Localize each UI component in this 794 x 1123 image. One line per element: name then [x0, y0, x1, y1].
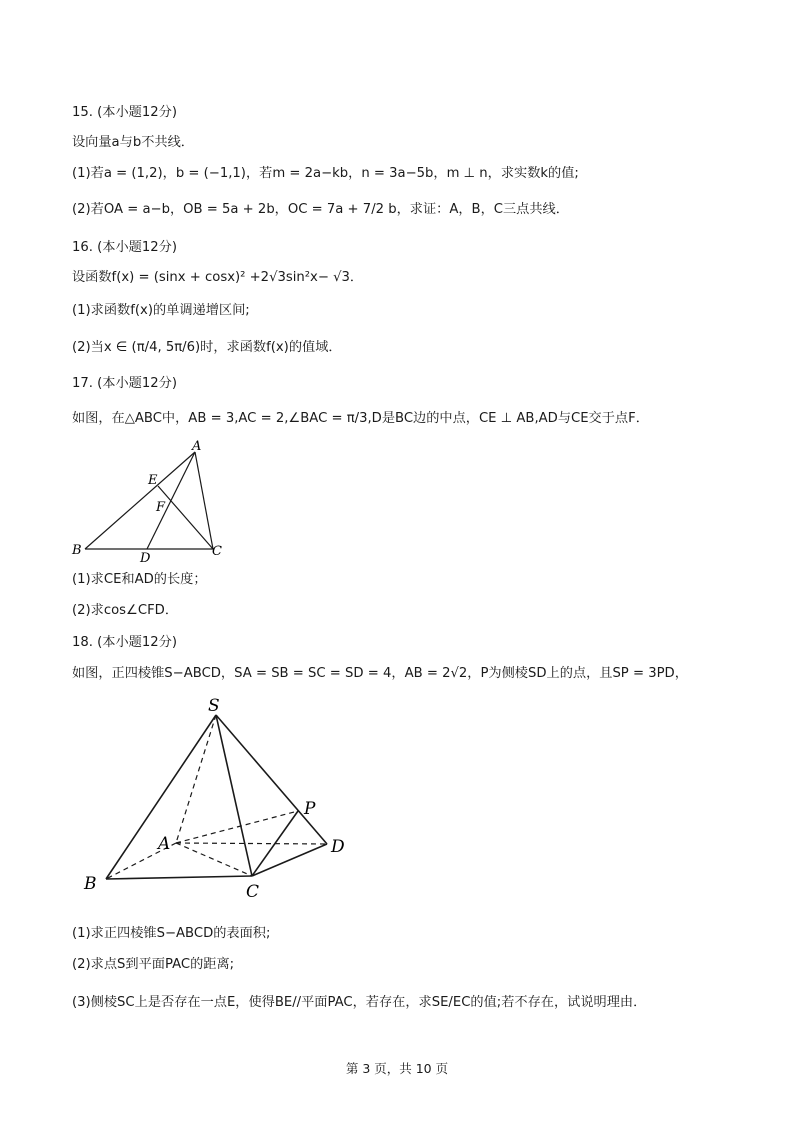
q16-part1: (1)求函数f(x)的单调递增区间; [72, 303, 250, 318]
q15-stem: 设向量a与b不共线． [72, 135, 194, 150]
q15-part1: (1)若a = (1,2)，b = (−1,1)，若m = 2a−kb，n = 3a−5b，m ⊥ n，求实数k的值; [72, 166, 579, 181]
label-b: B [72, 543, 82, 558]
q18-stem: 如图，正四棱锥S−ABCD，SA = SB = SC = SD = 4，AB = 2√2，P为侧棱SD上的点，且SP = 3PD， [72, 666, 688, 681]
segment-ce [158, 486, 213, 549]
q15-part2: (2)若OA = a−b，OB = 5a + 2b，OC = 7a + 7/2 b，求证：A，B，C三点共线． [72, 202, 569, 217]
edge-bc [106, 876, 252, 879]
label-a: A [192, 439, 202, 454]
label-b: B [84, 874, 97, 894]
label-p: P [304, 799, 316, 819]
edge-ab [85, 452, 195, 549]
label-a: A [158, 834, 171, 854]
q17-stem: 如图，在△ABC中，AB = 3,AC = 2,∠BAC = π/3,D是BC边的中点，CE ⊥ AB,AD与CE交于点F． [72, 411, 649, 426]
q15-header: 15. (本小题12分) [72, 105, 177, 120]
q18-part2: (2)求点S到平面PAC的距离; [72, 957, 235, 972]
label-c: C [212, 544, 222, 559]
edge-sa-hidden [176, 715, 216, 843]
label-c: C [246, 882, 260, 902]
edge-ad-hidden [176, 843, 327, 844]
edge-ac [195, 452, 213, 549]
q17-part1: (1)求CE和AD的长度； [72, 572, 207, 587]
label-d: D [140, 551, 151, 566]
q17-header: 17. (本小题12分) [72, 376, 177, 391]
edge-sb [106, 715, 216, 879]
q16-stem: 设函数f(x) = (sinx + cosx)² +2√3sin²x− √3． [72, 270, 364, 285]
edge-sc [216, 715, 252, 876]
triangle-figure [68, 436, 238, 566]
q17-part2: (2)求cos∠CFD． [72, 603, 179, 618]
q18-part1: (1)求正四棱锥S−ABCD的表面积; [72, 926, 271, 941]
q16-header: 16. (本小题12分) [72, 240, 177, 255]
page-footer: 第 3 页，共 10 页 [345, 1061, 449, 1076]
q18-part3: (3)侧棱SC上是否存在一点E，使得BE//平面PAC，若存在，求SE/EC的值;若不存在，试说明理由． [72, 995, 647, 1010]
edge-sd [216, 715, 327, 844]
diagonal-ac-hidden [176, 843, 252, 876]
pyramid-figure [76, 693, 366, 903]
label-f: F [156, 500, 166, 515]
label-s: S [208, 696, 220, 716]
label-d: D [331, 837, 345, 857]
q16-part2: (2)当x ∈ (π/4, 5π/6)时，求函数f(x)的值域． [72, 340, 342, 355]
q18-header: 18. (本小题12分) [72, 635, 177, 650]
label-e: E [148, 473, 158, 488]
